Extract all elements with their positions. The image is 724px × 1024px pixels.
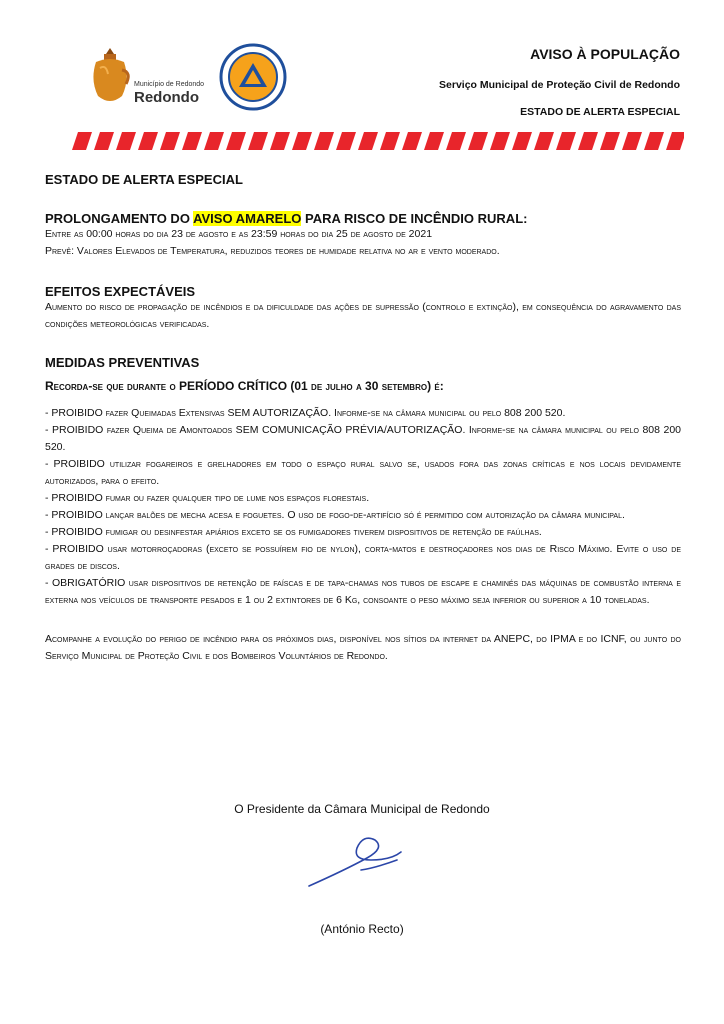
handwritten-signature [305,830,415,890]
warning-stripe [72,132,684,150]
measures-heading: MEDIDAS PREVENTIVAS [45,355,200,370]
closing-text: Acompanhe a evolução do perigo de incêndio para os próximos dias, disponível nos sítios da internet da ANEPC, do IPMA e do ICNF, ou junto do Serviço Municipal de Proteção Civil e dos Bombeiros Voluntários de Redondo. [45,633,681,662]
warning-period: Entre as 00:00 horas do dia 23 de agosto e as 23:59 horas do dia 25 de agosto de 2021 [45,228,433,240]
municipality-logo [86,44,212,108]
civil-protection-seal [219,43,287,111]
critical-period-post: (01 de julho a 30 setembro) é: [287,379,444,393]
prolongation-post: PARA RISCO DE INCÊNDIO RURAL: [301,211,528,226]
critical-period-bold: PERÍODO CRÍTICO [179,379,288,393]
list-item: - PROIBIDO fazer Queimadas Extensivas SEM AUTORIZAÇÃO. Informe-se na câmara municipal ou pelo 808 200 520. [45,407,566,419]
list-item: - PROIBIDO utilizar fogareiros e grelhadores em todo o espaço rural salvo se, usados fora das zonas críticas e nos locais devidamente autorizados, para o efeito. [45,458,681,487]
svg-text:Redondo: Redondo [134,89,199,106]
list-item: - PROIBIDO usar motorroçadoras (exceto se possuírem fio de nylon), corta-matos e destroçadores nos dias de Risco Máximo. Evite o uso de grades de discos. [45,543,681,572]
effects-heading: EFEITOS EXPECTÁVEIS [45,284,196,299]
service-name: Serviço Municipal de Proteção Civil de Redondo [439,79,680,91]
prolongation-pre: PROLONGAMENTO DO [45,211,194,226]
alert-state-label: ESTADO DE ALERTA ESPECIAL [520,106,680,118]
list-item: - PROIBIDO fazer Queima de Amontoados SEM COMUNICAÇÃO PRÉVIA/AUTORIZAÇÃO. Informe-se na câmara municipal ou pelo 808 200 520. [45,424,681,453]
notice-title: AVISO À POPULAÇÃO [530,46,680,62]
list-item: - OBRIGATÓRIO usar dispositivos de retenção de faíscas e de tapa-chamas nos tubos de escape e chaminés das máquinas de combustão interna e externa nos veículos de transporte pesados e 1 ou 2 extintores de 6 Kg, consoante o peso máximo seja inferior ou superior a 10 toneladas. [45,577,681,606]
critical-period-pre: Recorda-se que durante o [45,379,180,393]
measures-list [45,405,681,609]
critical-period-note [45,378,681,395]
prolongation-heading [45,211,681,226]
signatory-name: (António Recto) [320,922,404,936]
list-item: - PROIBIDO fumigar ou desinfestar apiários exceto se os fumigadores tiverem dispositivos de retenção de faúlhas. [45,526,542,538]
effects-text: Aumento do risco de propagação de incêndios e da dificuldade das ações de supressão (controlo e extinção), em consequência do agravamento das condições meteorológicas verificadas. [45,301,681,330]
warning-forecast: Prevê: Valores Elevados de Temperatura, reduzidos teores de humidade relativa no ar e vento moderado. [45,245,500,257]
yellow-warning-highlight: AVISO AMARELO [193,211,302,226]
list-item: - PROIBIDO fumar ou fazer qualquer tipo de lume nos espaços florestais. [45,492,370,504]
municipality-logo-small-text: Município de Redondo [134,81,205,88]
signature-label: O Presidente da Câmara Municipal de Redondo [234,802,490,816]
section-heading-alert: ESTADO DE ALERTA ESPECIAL [45,172,243,187]
list-item: - PROIBIDO lançar balões de mecha acesa e foguetes. O uso de fogo-de-artifício só é permitido com autorização da câmara municipal. [45,509,625,521]
notice-body [45,172,681,665]
